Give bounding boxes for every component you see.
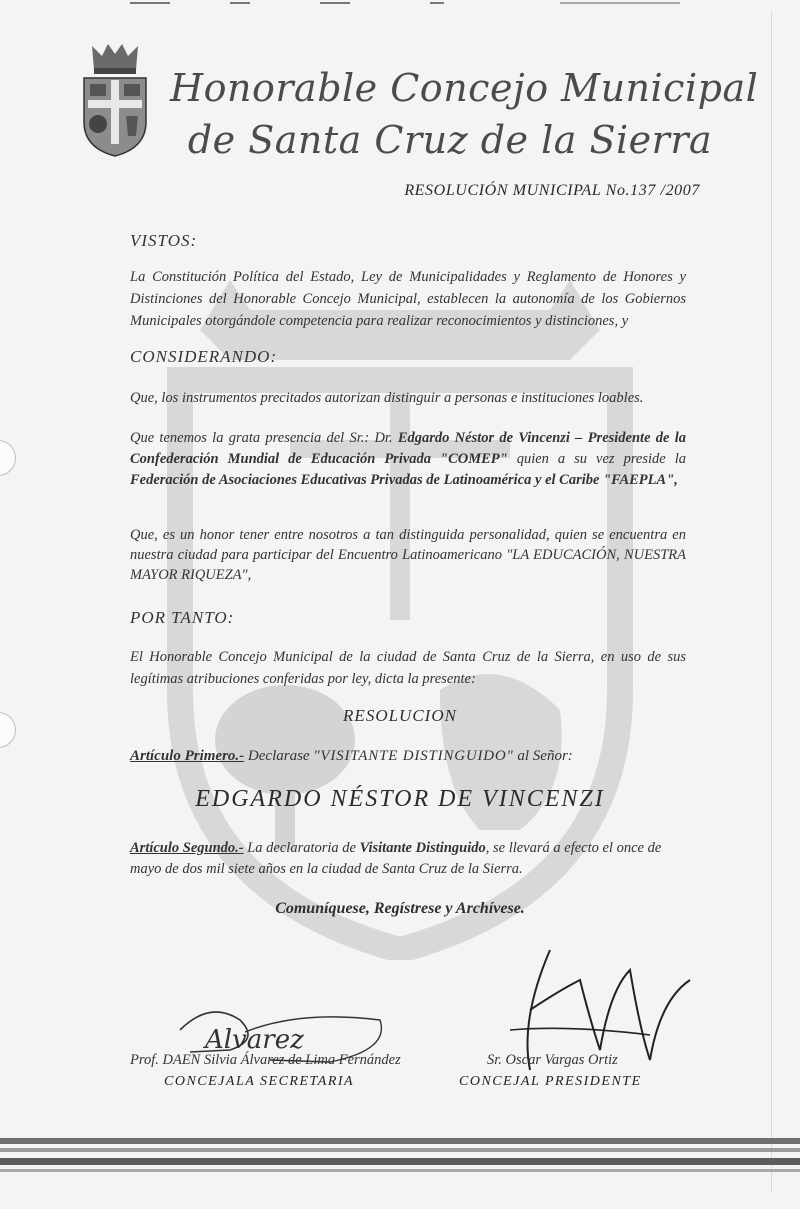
header-title-line2: de Santa Cruz de la Sierra [187,118,713,162]
para2-honoree-bold: Edgardo Néstor de Vincenzi – Presidente de la Confederación Mundial de Educación Privada "COMEP" [130,430,686,467]
header-title-line1: Honorable Concejo Municipal [170,66,759,110]
left-signatory-title: CONCEJALA SECRETARIA [164,1074,355,1089]
article-primero [130,748,573,765]
para2-mid: quien a su vez preside la [516,451,686,467]
considerando-para-1: Que, los instrumentos precitados autorizan distinguir a personas e instituciones loables. [130,390,644,406]
vistos-text: La Constitución Política del Estado, Ley de Municipalidades y Reglamento de Honores y Distinciones del Honorable Concejo Municipal, establecen la autonomía de los Gobiernos Municipales otorgándole competencia para realizar reconocimientos y distinciones, y [130,269,686,329]
page-edge-line [771,12,772,1192]
scan-edge-marks [0,0,800,8]
article1-distinction: "VISITANTE DISTINGUIDO" [313,748,514,764]
article2-distinction: Visitante Distinguido [359,840,486,856]
punch-hole-top [0,440,16,476]
article2-text-a: La declaratoria de [243,840,360,856]
para3-text: Que, es un honor tener entre nosotros a tan distinguida personalidad, quien se encuentra en nuestra ciudad para participar del Encuentro Latinoamericano [130,527,686,563]
portanto-text: El Honorable Concejo Municipal de la ciudad de Santa Cruz de la Sierra, en uso de sus legítimas atribuciones conferidas por ley, dicta la presente: [130,649,686,687]
portanto-heading: POR TANTO: [130,608,235,627]
honoree-name: EDGARDO NÉSTOR DE VINCENZI [195,786,605,812]
left-signature-script: Alvarez [205,1025,304,1055]
article-segundo [130,838,690,880]
article2-text-c: , se llevará a efecto el once de mayo de dos mil siete años en la ciudad de Santa Cruz de la Sierra. [130,840,662,877]
article1-label: Artículo Primero.- [130,748,245,764]
para2-faepla-bold: Federación de Asociaciones Educativas Privadas de Latinoamérica y el Caribe "FAEPLA", [130,472,678,488]
vistos-heading: VISTOS: [130,231,198,250]
left-signatory-name: Prof. DAEN Silvia Álvarez de Lima Fernández [130,1052,401,1068]
closing-formula: Comuníquese, Regístrese y Archívese. [275,900,525,917]
para2-intro: Que tenemos la grata presencia del Sr.: Dr. [130,430,393,446]
right-signatory-title: CONCEJAL PRESIDENTE [459,1074,642,1089]
resolution-number: RESOLUCIÓN MUNICIPAL No.137 /2007 [404,182,700,199]
footer-bars [0,1128,800,1178]
article1-tail: al Señor: [513,748,573,764]
right-signatory-name: Sr. Oscar Vargas Ortiz [487,1052,618,1068]
considerando-para-2 [130,428,686,491]
considerando-para-3 [130,525,686,585]
article1-text: Declarase [244,748,314,764]
para3-event-name: "LA EDUCACIÓN, NUESTRA MAYOR RIQUEZA", [130,547,687,583]
considerando-heading: CONSIDERANDO: [130,347,278,366]
resolucion-title: RESOLUCION [343,706,457,725]
article2-label: Artículo Segundo.- [130,840,244,856]
coat-of-arms-logo [80,40,150,158]
